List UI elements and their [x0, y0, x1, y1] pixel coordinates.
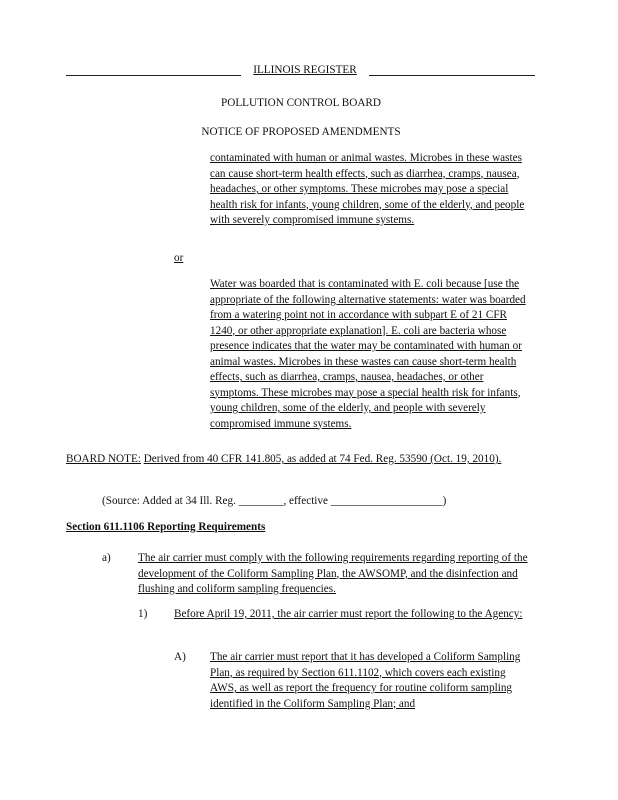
item-1-paragraph [174, 607, 532, 623]
water-boarded-paragraph-text: Water was boarded that is contaminated with E. coli because [use the appropriate of the following alternative statements: water was boarded from a watering point not in accordance with subpart E of 21 CFR 1240, or other appropriate explanation]. E. coli are bacteria whose presence indicates that the water may be contaminated with human or animal wastes. Microbes in these wastes can cause short-term health effects, such as diarrhea, cramps, nausea, headaches, or other symptoms. These microbes may pose a special health risk for infants, young children, some of the elderly, and people with severely compromised immune systems. [210, 278, 526, 430]
source-note: (Source: Added at 34 Ill. Reg. ________, effective ____________________) [102, 495, 447, 507]
section-heading: Section 611.1106 Reporting Requirements [66, 521, 266, 533]
notice-title: NOTICE OF PROPOSED AMENDMENTS [201, 126, 401, 138]
item-1-text: Before April 19, 2011, the air carrier must report the following to the Agency: [174, 608, 523, 620]
item-1-label: 1) [138, 608, 148, 620]
item-a-paragraph [138, 551, 530, 598]
register-title: ILLINOIS REGISTER [253, 64, 357, 76]
board-note-label: BOARD NOTE: [66, 453, 141, 465]
header-rule-left [66, 75, 241, 76]
or-label: or [174, 252, 184, 264]
board-note-text: Derived from 40 CFR 141.805, as added at 74 Fed. Reg. 53590 (Oct. 19, 2010). [143, 453, 502, 465]
water-boarded-paragraph [210, 277, 532, 432]
continued-paragraph-text: contaminated with human or animal wastes. Microbes in these wastes can cause short-term health effects, such as diarrhea, cramps, nausea, headaches, or other symptoms. These microbes may pose a special health risk for infants, young children, some of the elderly, and people with severely compromised immune systems. [210, 152, 525, 226]
item-A-label: A) [174, 651, 186, 663]
header-rule-right [369, 75, 535, 76]
board-note [66, 452, 536, 468]
item-A-paragraph [210, 650, 532, 712]
continued-paragraph [210, 151, 528, 229]
item-A-text: The air carrier must report that it has developed a Coliform Sampling Plan, as required by Section 611.1102, which covers each existing AWS, as well as report the frequency for routine coliform sampling identified in the Coliform Sampling Plan; and [210, 651, 521, 710]
item-a-label: a) [102, 552, 111, 564]
item-a-text: The air carrier must comply with the following requirements regarding reporting of the development of the Coliform Sampling Plan, the AWSOMP, and the disinfection and flushing and coliform sampling frequencies. [138, 552, 528, 595]
board-title: POLLUTION CONTROL BOARD [221, 97, 381, 109]
